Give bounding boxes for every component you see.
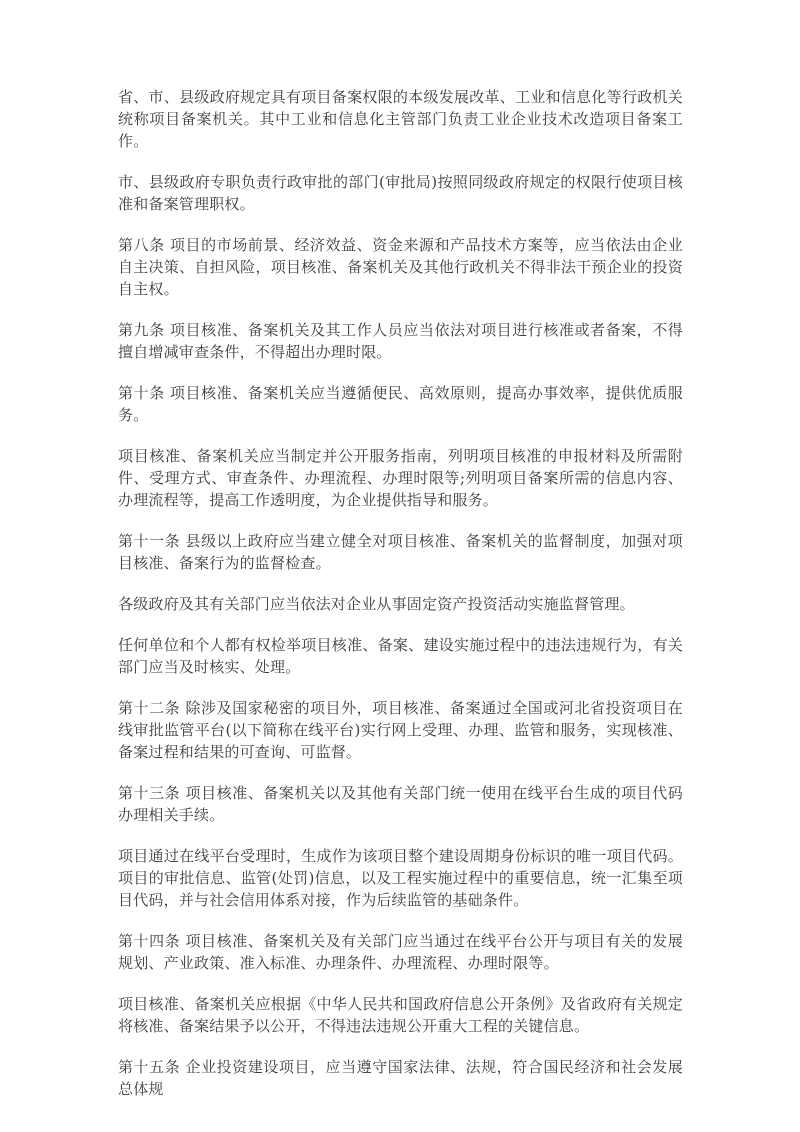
paragraph-project-code: 项目通过在线平台受理时，生成作为该项目整个建设周期身份标识的唯一项目代码。项目的审批信息、监管(处罚)信息，以及工程实施过程中的重要信息，统一汇集至项目代码，并与社会信用体系对接，作为后续监管的基础条件。 [118, 847, 683, 909]
paragraph-supervision: 各级政府及其有关部门应当依法对企业从事固定资产投资活动实施监督管理。 [118, 595, 635, 613]
paragraph-article-11: 第十一条 县级以上政府应当建立健全对项目核准、备案机关的监督制度，加强对项目核准、备案行为的监督检查。 [118, 532, 683, 572]
paragraph-article-14: 第十四条 项目核准、备案机关及有关部门应当通过在线平台公开与项目有关的发展规划、产业政策、准入标准、办理条件、办理流程、办理时限等。 [118, 932, 683, 972]
paragraph-service-guide: 项目核准、备案机关应当制定并公开服务指南，列明项目核准的申报材料及所需附件、受理方式、审查条件、办理流程、办理时限等;列明项目备案所需的信息内容、办理流程等，提高工作透明度，为企业提供指导和服务。 [118, 447, 683, 509]
paragraph-filing-authorities: 省、市、县级政府规定具有项目备案权限的本级发展改革、工业和信息化等行政机关统称项目备案机关。其中工业和信息化主管部门负责工业企业技术改造项目备案工作。 [118, 88, 683, 150]
paragraph-article-10: 第十条 项目核准、备案机关应当遵循便民、高效原则，提高办事效率，提供优质服务。 [118, 384, 683, 424]
paragraph-article-13: 第十三条 项目核准、备案机关以及其他有关部门统一使用在线平台生成的项目代码办理相关手续。 [118, 784, 683, 824]
paragraph-article-15: 第十五条 企业投资建设项目，应当遵守国家法律、法规，符合国民经济和社会发展总体规 [118, 1058, 683, 1098]
paragraph-article-8: 第八条 项目的市场前景、经济效益、资金来源和产品技术方案等，应当依法由企业自主决策、自担风险，项目核准、备案机关及其他行政机关不得非法干预企业的投资自主权。 [118, 236, 683, 298]
paragraph-article-12: 第十二条 除涉及国家秘密的项目外，项目核准、备案通过全国或河北省投资项目在线审批监管平台(以下简称在线平台)实行网上受理、办理、监管和服务，实现核准、备案过程和结果的可查询、可监督。 [118, 699, 683, 761]
paragraph-approval-bureau: 市、县级政府专职负责行政审批的部门(审批局)按照同级政府规定的权限行使项目核准和备案管理职权。 [118, 173, 683, 213]
paragraph-reporting-violations: 任何单位和个人都有权检举项目核准、备案、建设实施过程中的违法违规行为，有关部门应当及时核实、处理。 [118, 636, 683, 676]
paragraph-article-9: 第九条 项目核准、备案机关及其工作人员应当依法对项目进行核准或者备案，不得擅自增减审查条件，不得超出办理时限。 [118, 321, 683, 361]
paragraph-information-disclosure: 项目核准、备案机关应根据《中华人民共和国政府信息公开条例》及省政府有关规定将核准、备案结果予以公开，不得违法违规公开重大工程的关键信息。 [118, 995, 683, 1035]
